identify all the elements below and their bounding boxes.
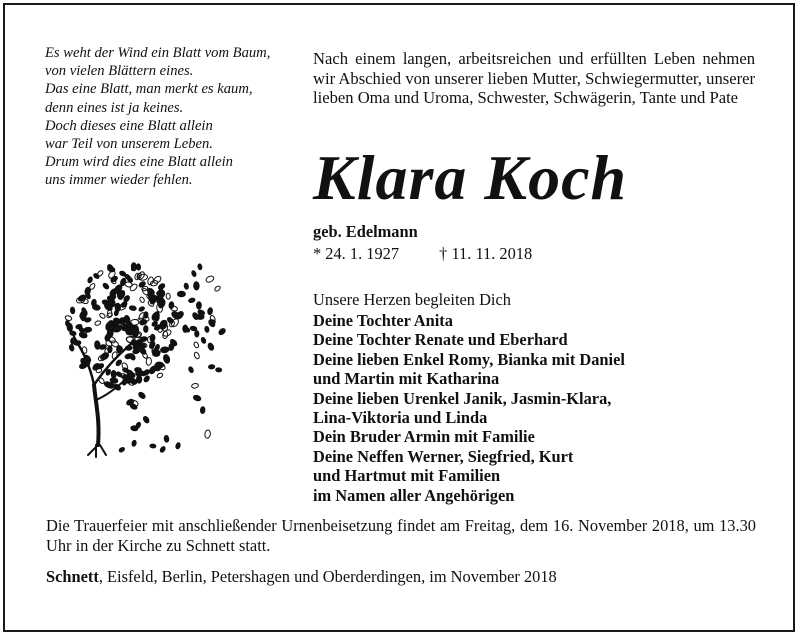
poem-line: Drum wird dies eine Blatt allein xyxy=(45,154,233,171)
life-dates xyxy=(313,244,532,264)
mourner-line: und Hartmut mit Familien xyxy=(313,466,501,486)
mourner-line: Dein Bruder Armin mit Familie xyxy=(313,427,535,447)
footer-places xyxy=(46,567,557,587)
mourners-list xyxy=(313,311,625,505)
poem-line: denn eines ist ja keines. xyxy=(45,99,184,116)
mourner-line: Deine Neffen Werner, Siegfried, Kurt xyxy=(313,446,574,466)
deceased-name: Klara Koch xyxy=(313,142,628,213)
birth-name: geb. Edelmann xyxy=(313,222,418,241)
poem-line: uns immer wieder fehlen. xyxy=(45,172,193,189)
mourner-line: Deine Tochter Renate und Eberhard xyxy=(313,330,568,350)
mourner-line: Deine lieben Urenkel Janik, Jasmin-Klara, xyxy=(313,388,612,408)
footer-place-bold: Schnett xyxy=(46,567,99,586)
mourner-line: Lina-Viktoria und Linda xyxy=(313,408,488,428)
mourner-line: Deine lieben Enkel Romy, Bianka mit Daniel xyxy=(313,349,625,369)
tree-with-falling-leaves-icon xyxy=(60,245,230,460)
intro-text: Nach einem langen, arbeitsreichen und erfüllten Leben nehmen wir Abschied von unserer lieben Mutter, Schwiegermutter, unserer lieben Oma und Uroma, Schwester, Schwägerin, Tante und Pate xyxy=(313,49,755,108)
mourner-line: im Namen aller Angehörigen xyxy=(313,485,515,505)
poem-line: Das eine Blatt, man merkt es kaum, xyxy=(45,81,253,98)
poem-line: war Teil von unserem Leben. xyxy=(45,136,213,153)
mourner-line: Deine Tochter Anita xyxy=(313,311,453,330)
poem xyxy=(45,44,305,190)
mourner-line: und Martin mit Katharina xyxy=(313,369,500,389)
death-date: † 11. 11. 2018 xyxy=(439,244,533,263)
poem-line: Es weht der Wind ein Blatt vom Baum, xyxy=(45,45,271,61)
footer-rest: , Eisfeld, Berlin, Petershagen und Oberderdingen, im November 2018 xyxy=(98,567,557,586)
mourners-intro: Unsere Herzen begleiten Dich xyxy=(313,290,511,309)
ceremony-info: Die Trauerfeier mit anschließender Urnenbeisetzung findet am Freitag, dem 16. November 2018, um 13.30 Uhr in der Kirche zu Schnett statt. xyxy=(46,516,756,555)
poem-line: von vielen Blättern eines. xyxy=(45,63,194,80)
poem-line: Doch dieses eine Blatt allein xyxy=(45,117,213,134)
birth-date: * 24. 1. 1927 xyxy=(313,244,400,263)
